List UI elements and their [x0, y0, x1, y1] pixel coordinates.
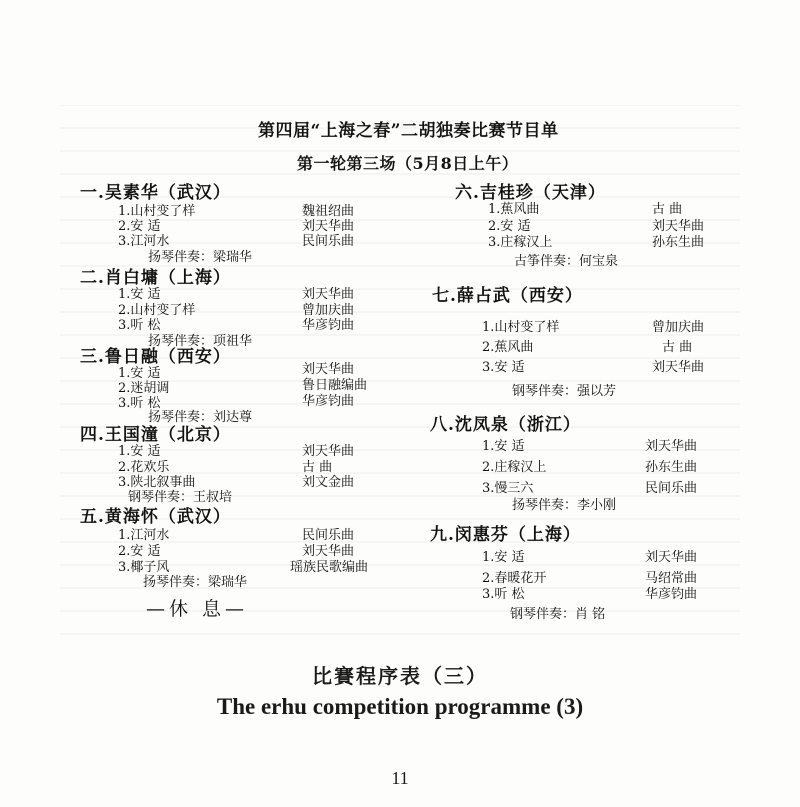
contestant-9-piece-3: 3.听 松: [482, 587, 525, 602]
contestant-6-composer-2: 刘天华曲: [652, 219, 705, 234]
contestant-7-piece-1: 1.山村变了样: [482, 320, 560, 335]
session-subtitle: 第一轮第三场（5月8日上午）: [297, 154, 519, 173]
contestant-8-composer-1: 刘天华曲: [645, 439, 698, 454]
contestant-1-piece-2: 2.安 适: [118, 219, 161, 234]
contestant-9-composer-3: 华彦钧曲: [645, 587, 698, 602]
contestant-5-piece-2: 2.安 适: [118, 544, 161, 559]
contestant-8-piece-1: 1.安 适: [482, 439, 525, 454]
contestant-1-composer-3: 民间乐曲: [302, 234, 355, 249]
page-number: 11: [391, 768, 409, 788]
contestant-2-piece-3: 3.听 松: [118, 318, 161, 333]
contestant-6-composer-1: 古 曲: [652, 202, 683, 217]
contestant-4-piece-2: 2.花欢乐: [118, 460, 170, 475]
intermission-label: —休 息—: [146, 598, 249, 620]
contestant-7-composer-2: 古 曲: [662, 340, 693, 355]
contestant-8-piece-2: 2.庄稼汉上: [482, 460, 547, 475]
contestant-8-piece-3: 3.慢三六: [482, 481, 534, 496]
contestant-9-piece-2: 2.春暖花开: [482, 571, 547, 586]
contestant-6-piece-1: 1.蕉风曲: [488, 202, 540, 217]
contestant-6-name: 六.吉桂珍（天津）: [455, 183, 606, 203]
contestant-3-piece-2: 2.迷胡调: [118, 381, 170, 396]
contestant-3-piece-1: 1.安 适: [118, 366, 161, 381]
contestant-9-piece-1: 1.安 适: [482, 550, 525, 565]
contestant-1-accompanist: 扬琴伴奏：梁瑞华: [148, 250, 253, 265]
contestant-5-composer-3: 瑶族民歌编曲: [290, 560, 369, 575]
contestant-9-composer-2: 马绍常曲: [645, 571, 698, 586]
contestant-2-composer-3: 华彦钧曲: [302, 318, 355, 333]
contestant-7-accompanist: 钢琴伴奏：强以芳: [512, 384, 617, 399]
contestant-3-composer-1: 刘天华曲: [302, 362, 355, 377]
contestant-4-composer-1: 刘天华曲: [302, 444, 355, 459]
contestant-5-composer-2: 刘天华曲: [302, 544, 355, 559]
contestant-9-composer-1: 刘天华曲: [645, 550, 698, 565]
contestant-5-piece-1: 1.江河水: [118, 528, 170, 543]
caption-english: The erhu competition programme (3): [216, 694, 584, 719]
contestant-4-composer-2: 古 曲: [302, 460, 333, 475]
contestant-2-composer-2: 曾加庆曲: [302, 303, 355, 318]
contestant-8-accompanist: 扬琴伴奏：李小刚: [512, 498, 617, 513]
contestant-4-name: 四.王国潼（北京）: [80, 425, 231, 445]
contestant-2-name: 二.肖白墉（上海）: [80, 268, 231, 288]
contestant-7-composer-1: 曾加庆曲: [652, 320, 705, 335]
contestant-7-piece-3: 3.安 适: [482, 360, 525, 375]
contestant-1-piece-3: 3.江河水: [118, 234, 170, 249]
contestant-1-piece-1: 1.山村变了样: [118, 204, 196, 219]
contestant-6-accompanist: 古筝伴奏：何宝泉: [514, 254, 619, 269]
contestant-3-accompanist: 扬琴伴奏：刘达尊: [148, 410, 253, 425]
contestant-6-piece-2: 2.安 适: [488, 219, 531, 234]
contestant-6-piece-3: 3.庄稼汉上: [488, 235, 553, 250]
contestant-7-name: 七.薛占武（西安）: [432, 286, 583, 306]
contestant-4-composer-3: 刘文金曲: [302, 475, 355, 490]
contestant-1-name: 一.吴素华（武汉）: [80, 183, 231, 203]
contestant-9-accompanist: 钢琴伴奏：肖 铭: [510, 607, 606, 622]
contestant-6-composer-3: 孙东生曲: [652, 235, 705, 250]
contestant-2-accompanist: 扬琴伴奏：项祖华: [148, 334, 253, 349]
caption-chinese: 比賽程序表（三）: [312, 664, 488, 688]
contestant-2-piece-1: 1.安 适: [118, 287, 161, 302]
contestant-7-composer-3: 刘天华曲: [652, 360, 705, 375]
contestant-1-composer-1: 魏祖绍曲: [302, 204, 355, 219]
contestant-2-composer-1: 刘天华曲: [302, 287, 355, 302]
contestant-3-name: 三.鲁日融（西安）: [80, 347, 231, 367]
contestant-5-composer-1: 民间乐曲: [302, 528, 355, 543]
contestant-3-piece-3: 3.听 松: [118, 396, 161, 411]
contestant-9-name: 九.闵惠芬（上海）: [430, 525, 581, 545]
contestant-8-name: 八.沈凤泉（浙江）: [430, 415, 581, 435]
programme-title: 第四届“上海之春”二胡独奏比赛节目单: [258, 121, 559, 141]
contestant-5-accompanist: 扬琴伴奏：梁瑞华: [143, 575, 248, 590]
contestant-7-piece-2: 2.蕉风曲: [482, 340, 534, 355]
contestant-4-accompanist: 钢琴伴奏：王叔培: [128, 490, 233, 505]
contestant-8-composer-2: 孙东生曲: [645, 460, 698, 475]
contestant-3-composer-3: 华彦钧曲: [302, 394, 355, 409]
contestant-4-piece-3: 3.陕北叙事曲: [118, 475, 196, 490]
contestant-5-name: 五.黄海怀（武汉）: [80, 507, 231, 527]
contestant-4-piece-1: 1.安 适: [118, 444, 161, 459]
contestant-3-composer-2: 鲁日融编曲: [302, 378, 368, 393]
contestant-2-piece-2: 2.山村变了样: [118, 303, 196, 318]
contestant-5-piece-3: 3.椰子风: [118, 560, 170, 575]
contestant-1-composer-2: 刘天华曲: [302, 219, 355, 234]
contestant-8-composer-3: 民间乐曲: [645, 481, 698, 496]
